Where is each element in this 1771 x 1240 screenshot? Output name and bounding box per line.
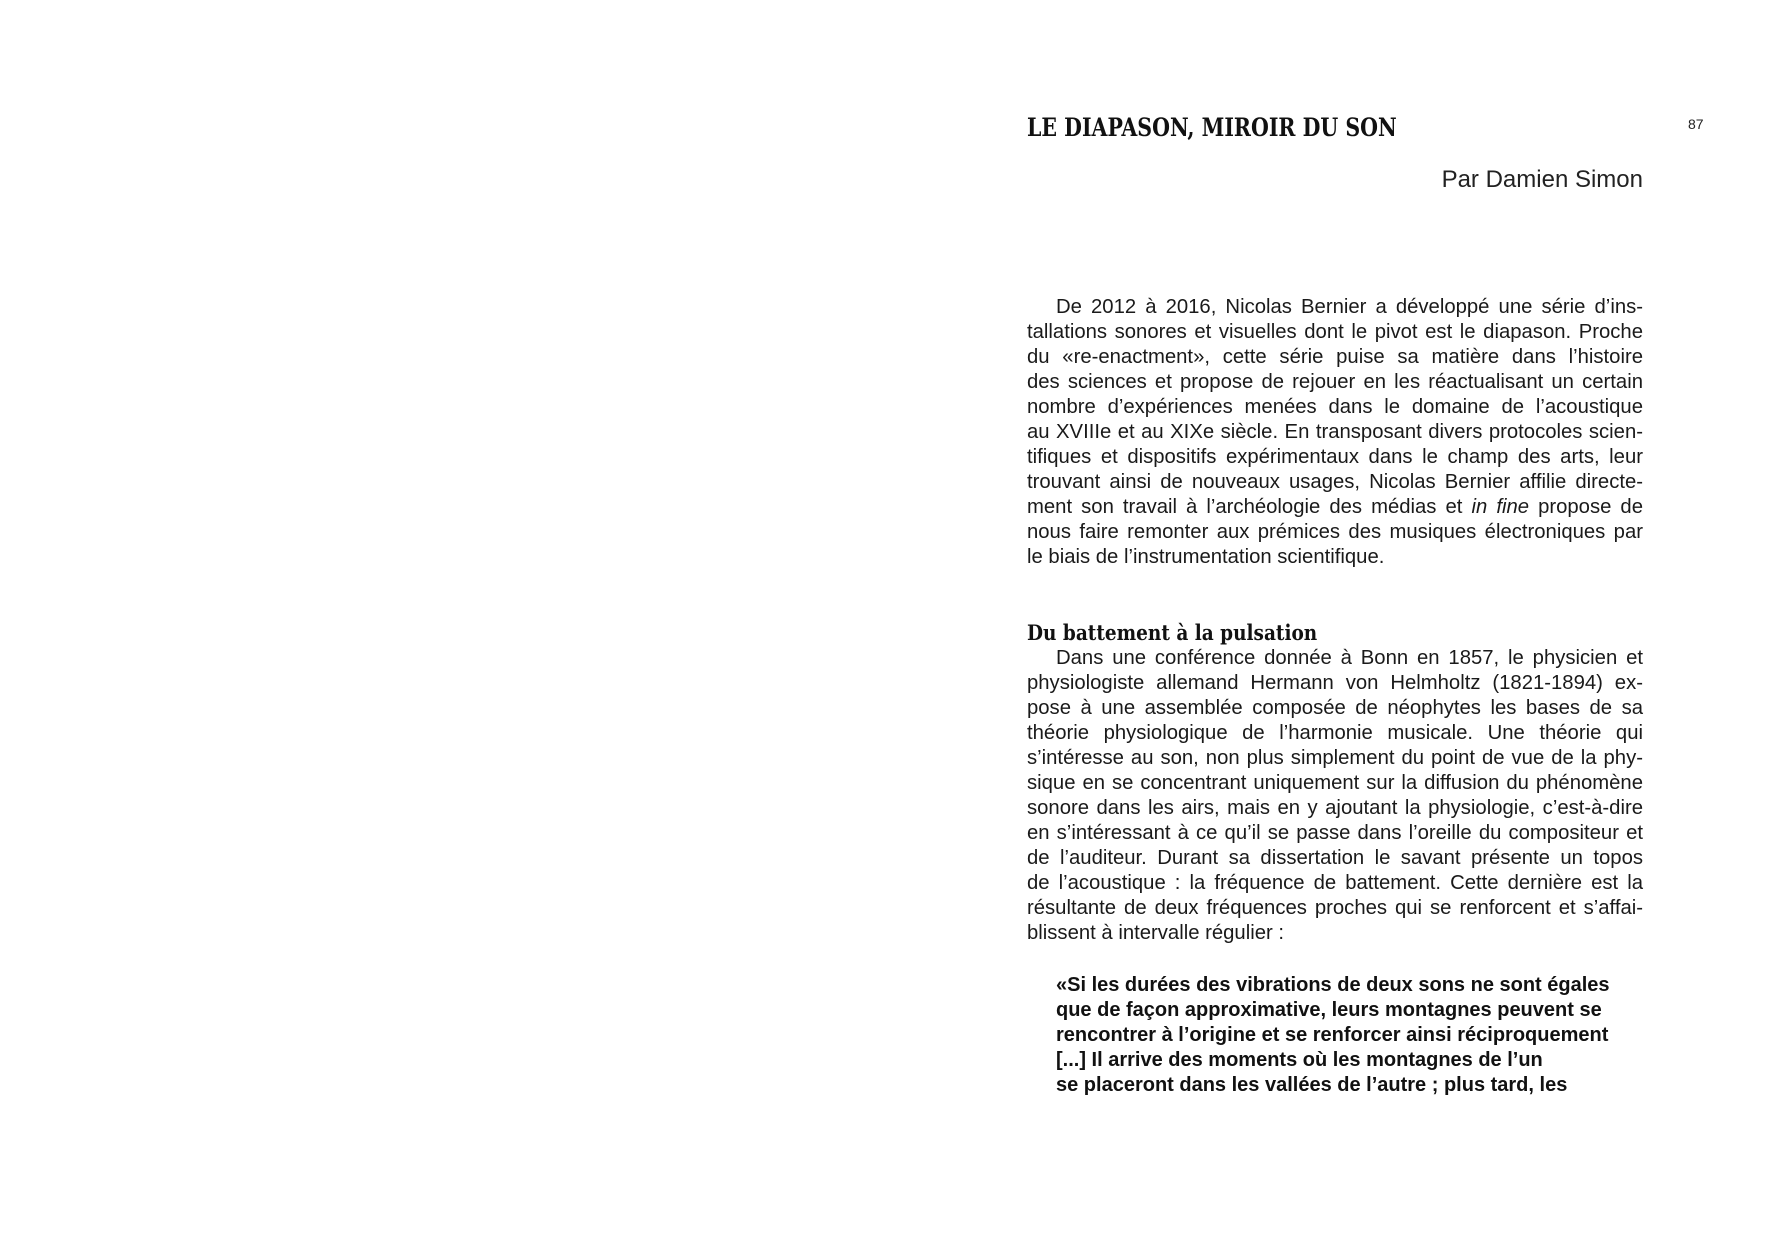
text-line: nous faire remonter aux prémices des musiques électroniques par — [1027, 521, 1643, 543]
text-line: de l’acoustique : la fréquence de battement. Cette dernière est la — [1027, 872, 1643, 894]
intro-paragraph — [1027, 295, 1643, 570]
text-line: théorie physiologique de l’harmonie musicale. Une théorie qui — [1027, 722, 1643, 744]
text-line: résultante de deux fréquences proches qui se renforcent et s’affai- — [1027, 897, 1643, 919]
text-line: des sciences et propose de rejouer en les réactualisant un certain — [1027, 371, 1643, 393]
text-line: du «re-enactment», cette série puise sa matière dans l’histoire — [1027, 346, 1643, 368]
text-line: De 2012 à 2016, Nicolas Bernier a développé une série d’ins- — [1056, 296, 1643, 318]
text-line: [...] Il arrive des moments où les montagnes de l’un — [1056, 1049, 1543, 1071]
text-line: le biais de l’instrumentation scientifique. — [1027, 546, 1385, 568]
page-number: 87 — [1688, 116, 1704, 132]
byline: Par Damien Simon — [1441, 166, 1643, 193]
text-line: physiologiste allemand Hermann von Helmholtz (1821-1894) ex- — [1027, 672, 1643, 694]
text-line: nombre d’expériences menées dans le domaine de l’acoustique — [1027, 396, 1643, 418]
text-line: de l’auditeur. Durant sa dissertation le savant présente un topos — [1027, 847, 1643, 869]
text-line: en s’intéressant à ce qu’il se passe dans l’oreille du compositeur et — [1027, 822, 1643, 844]
block-quote — [1056, 973, 1610, 1098]
section-paragraph — [1027, 646, 1643, 946]
text-line: sonore dans les airs, mais en y ajoutant la physiologie, c’est-à-dire — [1027, 797, 1643, 819]
text-line: s’intéresse au son, non plus simplement du point de vue de la phy- — [1027, 747, 1643, 769]
text-line: trouvant ainsi de nouveaux usages, Nicolas Bernier affilie directe- — [1027, 471, 1643, 493]
text-line: au XVIIIe et au XIXe siècle. En transposant divers protocoles scien- — [1027, 421, 1643, 443]
article-title: LE DIAPASON, MIROIR DU SON — [1027, 113, 1397, 142]
text-line: «Si les durées des vibrations de deux sons ne sont égales — [1056, 974, 1610, 996]
text-line: Dans une conférence donnée à Bonn en 1857, le physicien et — [1056, 647, 1643, 669]
text-line: se placeront dans les vallées de l’autre ; plus tard, les — [1056, 1074, 1568, 1096]
text-line: que de façon approximative, leurs montagnes peuvent se — [1056, 999, 1602, 1021]
text-line: ment son travail à l’archéologie des médias et in fine propose de — [1027, 496, 1643, 518]
section-heading: Du battement à la pulsation — [1027, 620, 1318, 645]
text-line: sique en se concentrant uniquement sur la diffusion du phénomène — [1027, 772, 1643, 794]
text-line: tifiques et dispositifs expérimentaux dans le champ des arts, leur — [1027, 446, 1643, 468]
text-line: rencontrer à l’origine et se renforcer ainsi réciproquement — [1056, 1024, 1609, 1046]
text-line: tallations sonores et visuelles dont le pivot est le diapason. Proche — [1027, 321, 1643, 343]
text-line: blissent à intervalle régulier : — [1027, 922, 1285, 944]
text-line: pose à une assemblée composée de néophytes les bases de sa — [1027, 697, 1643, 719]
